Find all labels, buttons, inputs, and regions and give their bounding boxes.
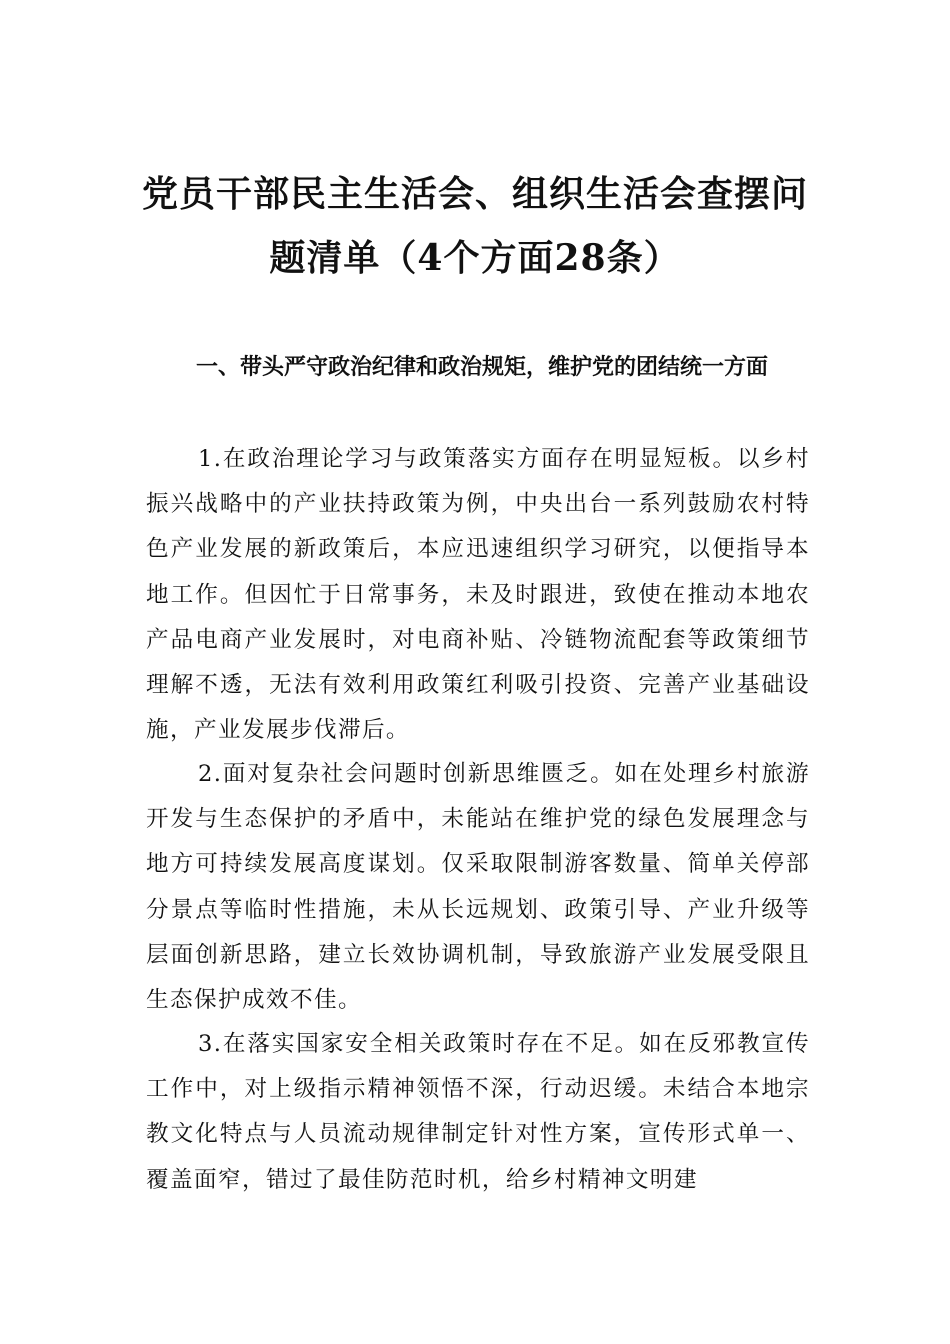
- title-line-1: 党员干部民主生活会、组织生活会查摆问: [141, 173, 808, 215]
- paragraph-3: 3.在落实国家安全相关政策时存在不足。如在反邪教宣传工作中，对上级指示精神领悟不深，行动迟缓。未结合本地宗教文化特点与人员流动规律制定针对性方案，宣传形式单一、覆盖面窄，错过了最佳防范时机，给乡村精神文明建: [146, 1031, 810, 1193]
- title-line-2: 题清单（4个方面28条）: [269, 237, 681, 279]
- document-title: [140, 162, 810, 290]
- section-heading: 一、带头严守政治纪律和政治规矩，维护党的团结统一方面: [196, 355, 769, 380]
- paragraph-2: 2.面对复杂社会问题时创新思维匮乏。如在处理乡村旅游开发与生态保护的矛盾中，未能站在维护党的绿色发展理念与地方可持续发展高度谋划。仅采取限制游客数量、简单关停部分景点等临时性措施，未从长远规划、政策引导、产业升级等层面创新思路，建立长效协调机制，导致旅游产业发展受限且生态保护成效不佳。: [146, 761, 810, 1014]
- paragraph-1: 1.在政治理论学习与政策落实方面存在明显短板。以乡村振兴战略中的产业扶持政策为例，中央出台一系列鼓励农村特色产业发展的新政策后，本应迅速组织学习研究，以便指导本地工作。但因忙于日常事务，未及时跟进，致使在推动本地农产品电商产业发展时，对电商补贴、冷链物流配套等政策细节理解不透，无法有效利用政策红利吸引投资、完善产业基础设施，产业发展步伐滞后。: [146, 446, 810, 744]
